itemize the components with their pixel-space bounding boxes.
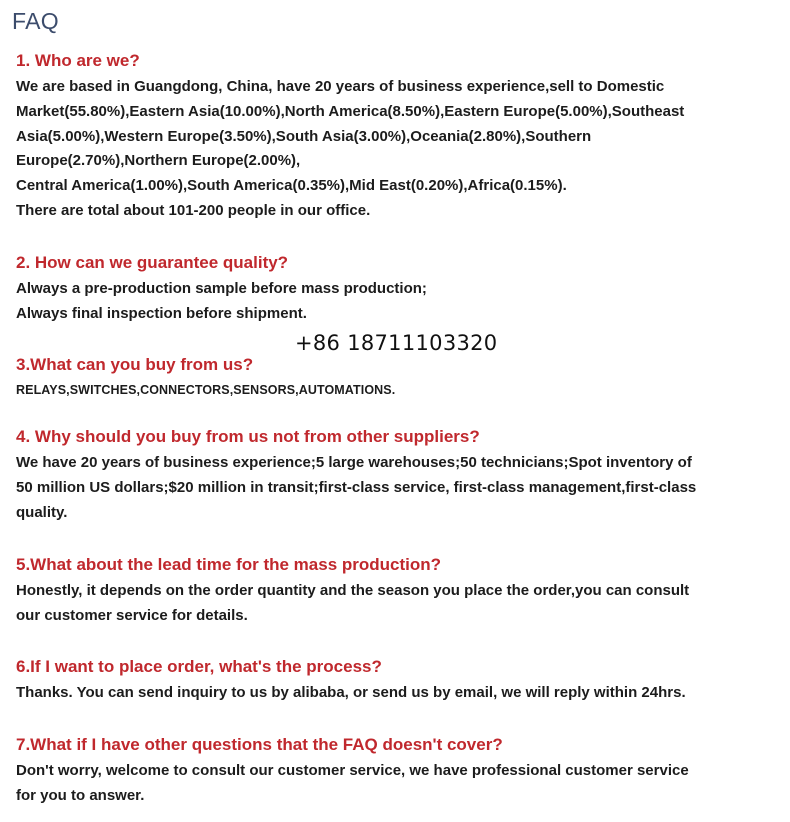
answer-line: We are based in Guangdong, China, have 20 years of business experience,sell to Domestic — [16, 78, 665, 95]
answer-line: Always final inspection before shipment. — [16, 304, 307, 322]
faq-question: 2. How can we guarantee quality? — [16, 253, 289, 272]
faq-item-other-questions — [16, 733, 780, 809]
faq-answer — [16, 681, 780, 706]
faq-answer — [16, 579, 780, 629]
faq-answer — [16, 451, 780, 525]
faq-item-who-are-we — [16, 49, 780, 224]
contact-phone-number: +86 18711103320 — [295, 331, 498, 355]
faq-item-lead-time — [16, 553, 780, 629]
answer-line: for you to answer. — [16, 786, 145, 804]
faq-item-order-process — [16, 655, 780, 706]
answer-line: There are total about 101-200 people in our office. — [16, 201, 371, 219]
answer-line: Always a pre-production sample before mass production; — [16, 280, 427, 297]
faq-item-why-us — [16, 425, 780, 525]
answer-line: Thanks. You can send inquiry to us by alibaba, or send us by email, we will reply within 24hrs. — [16, 684, 686, 701]
answer-line: 50 million US dollars;$20 million in transit;first-class service, first-class management,first-class — [16, 478, 697, 496]
faq-item-what-to-buy — [16, 353, 780, 403]
page-title: FAQ — [12, 8, 59, 34]
answer-line: Don't worry, welcome to consult our customer service, we have professional customer service — [16, 762, 689, 779]
answer-line: Market(55.80%),Eastern Asia(10.00%),North America(8.50%),Eastern Europe(5.00%),Southeast — [16, 102, 685, 120]
faq-question: 4. Why should you buy from us not from other suppliers? — [16, 427, 480, 446]
faq-item-quality — [16, 251, 780, 327]
answer-line: our customer service for details. — [16, 606, 248, 624]
answer-line: Central America(1.00%),South America(0.35%),Mid East(0.20%),Africa(0.15%). — [16, 177, 567, 195]
faq-answer — [16, 75, 780, 224]
answer-line: Europe(2.70%),Northern Europe(2.00%), — [16, 152, 301, 170]
faq-question: 7.What if I have other questions that the FAQ doesn't cover? — [16, 735, 503, 754]
faq-question: 3.What can you buy from us? — [16, 355, 254, 374]
faq-question: 1. Who are we? — [16, 51, 140, 70]
answer-line: quality. — [16, 503, 68, 521]
answer-line: We have 20 years of business experience;5 large warehouses;50 technicians;Spot inventory of — [16, 454, 692, 471]
faq-answer — [16, 378, 780, 403]
answer-line: Honestly, it depends on the order quantity and the season you place the order,you can consult — [16, 582, 690, 599]
faq-question: 5.What about the lead time for the mass production? — [16, 555, 442, 574]
faq-answer — [16, 759, 780, 809]
answer-line: RELAYS,SWITCHES,CONNECTORS,SENSORS,AUTOMATIONS. — [16, 383, 396, 397]
faq-answer — [16, 277, 780, 327]
faq-question: 6.If I want to place order, what's the process? — [16, 657, 382, 676]
answer-line: Asia(5.00%),Western Europe(3.50%),South Asia(3.00%),Oceania(2.80%),Southern — [16, 127, 592, 145]
